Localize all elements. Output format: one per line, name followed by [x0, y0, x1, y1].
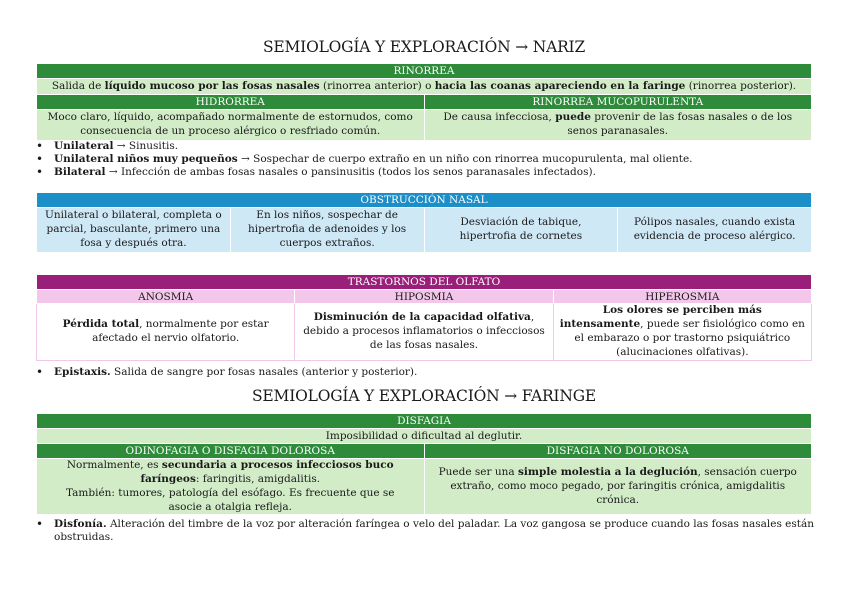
mucopurulenta-text: De causa infecciosa, puede provenir de las fosas nasales o de los senos paranasales.: [424, 110, 812, 141]
hiposmia-text: Disminución de la capacidad olfativa, debido a procesos inflamatorios o infecciosos de las fosas nasales.: [295, 304, 553, 361]
obstruccion-table: [36, 192, 812, 253]
hiposmia-header: HIPOSMIA: [295, 290, 553, 304]
hidrorrea-text: Moco claro, líquido, acompañado normalmente de estornudos, como consecuencia de un proceso alérgico o resfriado común.: [37, 110, 425, 141]
disfagia-definition: Imposibilidad o dificultad al deglutir.: [37, 429, 812, 444]
faringe-bullet-list: [36, 518, 816, 544]
disfagia-table: [36, 413, 812, 515]
nariz-title: SEMIOLOGÍA Y EXPLORACIÓN → NARIZ: [262, 38, 586, 56]
mucopurulenta-header: RINORREA MUCOPURULENTA: [424, 95, 812, 110]
disfagia-no-dolorosa-text: Puede ser una simple molestia a la deglución, sensación cuerpo extraño, como moco pegado, por faringitis crónica, amigdalitis crónica.: [424, 459, 812, 515]
odinofagia-header: ODINOFAGIA O DISFAGIA DOLOROSA: [37, 444, 425, 459]
list-item: • Bilateral → Infección de ambas fosas nasales o pansinusitis (todos los senos paranasales infectados).: [36, 166, 816, 179]
anosmia-text: Pérdida total, normalmente por estar afectado el nervio olfatorio.: [37, 304, 295, 361]
obstruccion-cell: En los niños, sospechar de hipertrofia de adenoides y los cuerpos extraños.: [230, 208, 424, 253]
rinorrea-definition: Salida de líquido mucoso por las fosas nasales (rinorrea anterior) o hacia las coanas apareciendo en la faringe (rinorrea posterior).: [37, 79, 812, 95]
disfagia-header: DISFAGIA: [37, 414, 812, 429]
list-item: • Epistaxis. Salida de sangre por fosas nasales (anterior y posterior).: [36, 366, 816, 379]
obstruccion-header: OBSTRUCCIÓN NASAL: [37, 193, 812, 208]
list-item: • Disfonía. Alteración del timbre de la voz por alteración faríngea o velo del paladar. La voz gangosa se produce cuando las fosas nasales están obstruidas.: [36, 518, 816, 544]
list-item: • Unilateral niños muy pequeños → Sospechar de cuerpo extraño en un niño con rinorrea mucopurulenta, mal oliente.: [36, 153, 816, 166]
hidrorrea-header: HIDRORREA: [37, 95, 425, 110]
odinofagia-text: Normalmente, es secundaria a procesos infecciosos buco faríngeos: faringitis, amigdalitis. También: tumores, patología del esófago. Es frecuente que se asocie a otalgia refleja.: [37, 459, 425, 515]
olfato-header: TRASTORNOS DEL OLFATO: [37, 275, 812, 290]
nariz-bullet-list: [36, 140, 816, 179]
obstruccion-cell: Desviación de tabique, hipertrofia de cornetes: [424, 208, 618, 253]
hiperosmia-text: Los olores se perciben más intensamente, puede ser fisiológico como en el embarazo o por trastorno psiquiátrico (alucinaciones olfativas).: [553, 304, 811, 361]
obstruccion-cell: Unilateral o bilateral, completa o parcial, basculante, primero una fosa y después otra.: [37, 208, 231, 253]
disfagia-no-dolorosa-header: DISFAGIA NO DOLOROSA: [424, 444, 812, 459]
olfato-bullet-list: [36, 366, 816, 379]
rinorrea-header: RINORREA: [37, 64, 812, 79]
anosmia-header: ANOSMIA: [37, 290, 295, 304]
list-item: • Unilateral → Sinusitis.: [36, 140, 816, 153]
faringe-title: SEMIOLOGÍA Y EXPLORACIÓN → FARINGE: [251, 387, 596, 405]
hiperosmia-header: HIPEROSMIA: [553, 290, 811, 304]
rinorrea-table: [36, 63, 812, 141]
obstruccion-cell: Pólipos nasales, cuando exista evidencia de proceso alérgico.: [618, 208, 812, 253]
olfato-table: [36, 274, 812, 361]
